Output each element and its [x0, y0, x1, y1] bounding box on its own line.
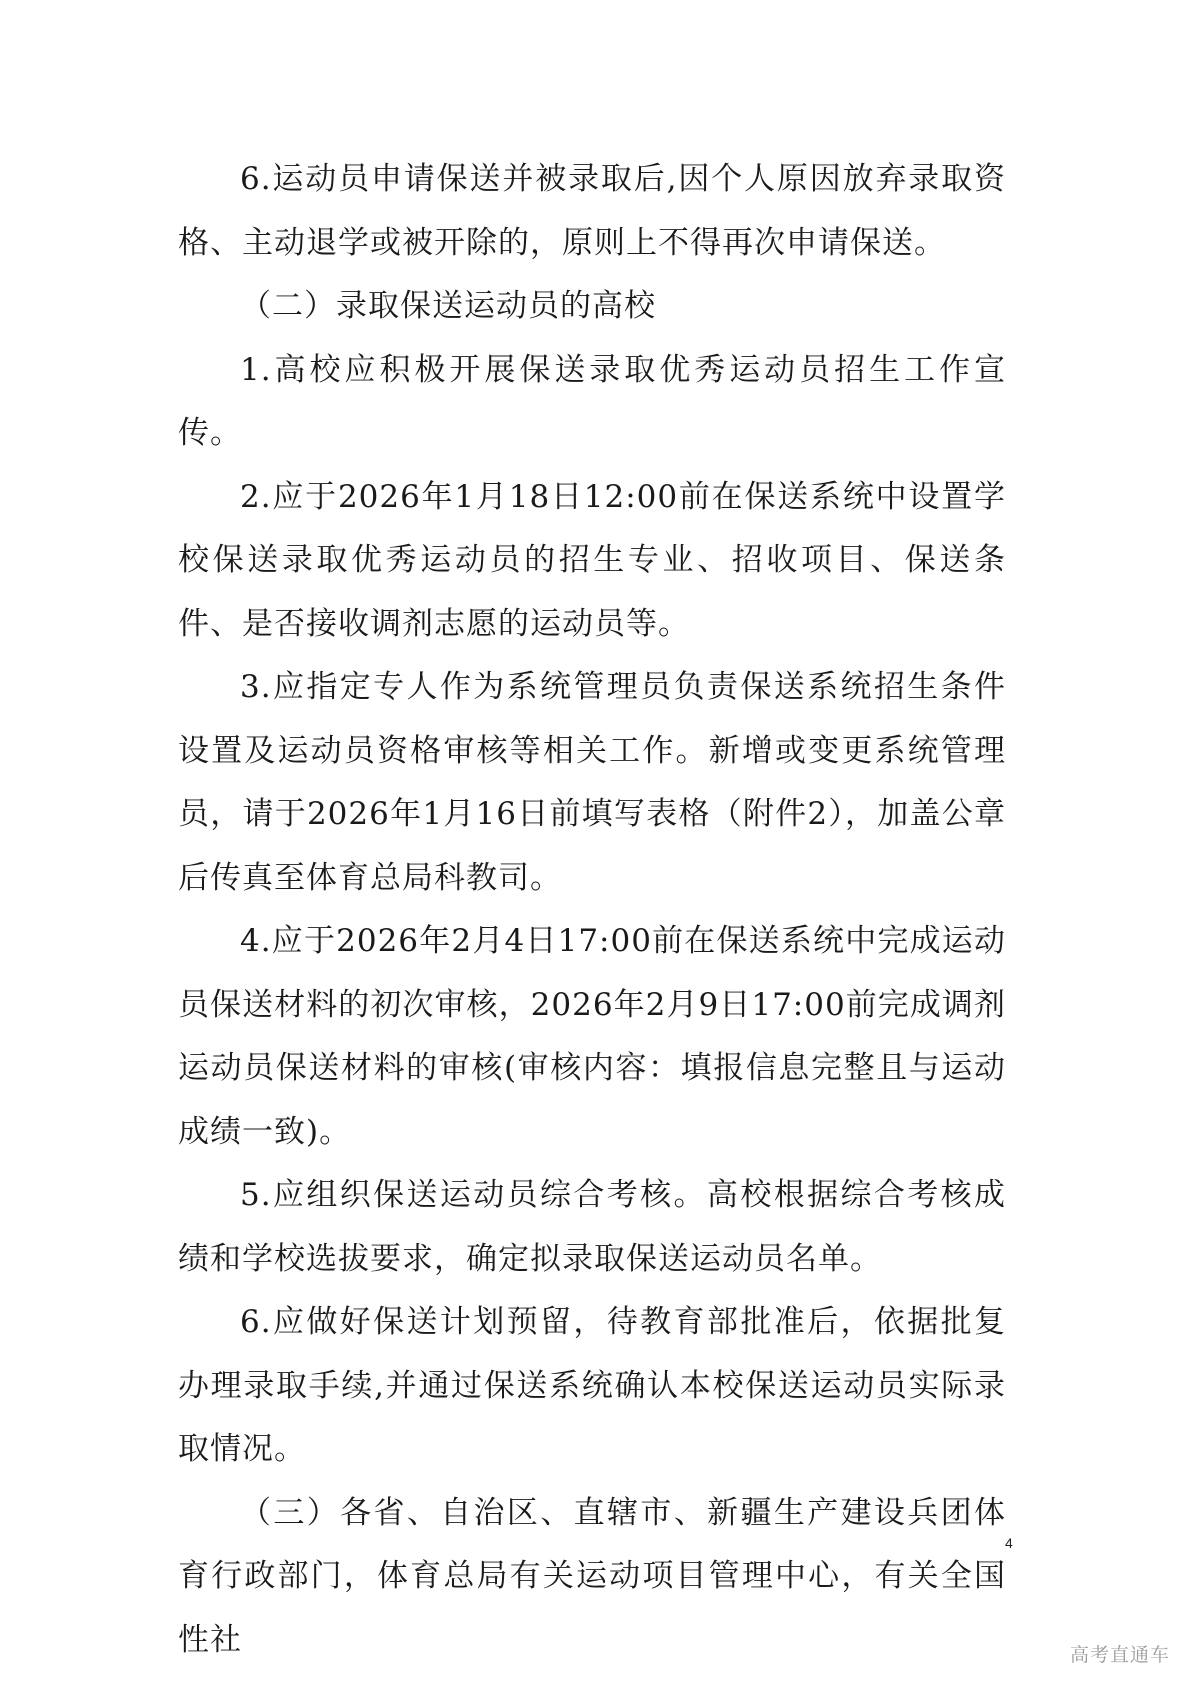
- paragraph: 6.应做好保送计划预留，待教育部批准后，依据批复办理录取手续,并通过保送系统确认本校保送运动员实际录取情况。: [178, 1304, 1006, 1467]
- paragraph: 5.应组织保送运动员综合考核。高校根据综合考核成绩和学校选拔要求，确定拟录取保送运动员名单。: [178, 1177, 1006, 1277]
- watermark: 高考直通车: [1069, 1644, 1170, 1666]
- paragraph: 4.应于2026年2月4日17:00前在保送系统中完成运动员保送材料的初次审核，2026年2月9日17:00前完成调剂运动员保送材料的审核(审核内容：填报信息完整且与运动成绩一致)。: [178, 923, 1006, 1150]
- document-body: [178, 148, 1006, 1672]
- paragraph: 3.应指定专人作为系统管理员负责保送系统招生条件设置及运动员资格审核等相关工作。新增或变更系统管理员，请于2026年1月16日前填写表格（附件2），加盖公章后传真至体育总局科教司。: [178, 669, 1006, 896]
- paragraph: 2.应于2026年1月18日12:00前在保送系统中设置学校保送录取优秀运动员的招生专业、招收项目、保送条件、是否接收调剂志愿的运动员等。: [178, 478, 1006, 642]
- paragraph: 6.运动员申请保送并被录取后,因个人原因放弃录取资格、主动退学或被开除的，原则上不得再次申请保送。: [178, 161, 1006, 261]
- page-number: 4: [1005, 1535, 1013, 1551]
- section-heading: （二）录取保送运动员的高校: [240, 288, 656, 324]
- section-heading: （三）各省、自治区、直辖市、新疆生产建设兵团体育行政部门，体育总局有关运动项目管理中心，有关全国性社: [178, 1494, 1006, 1658]
- paragraph: 1.高校应积极开展保送录取优秀运动员招生工作宣传。: [178, 351, 1006, 451]
